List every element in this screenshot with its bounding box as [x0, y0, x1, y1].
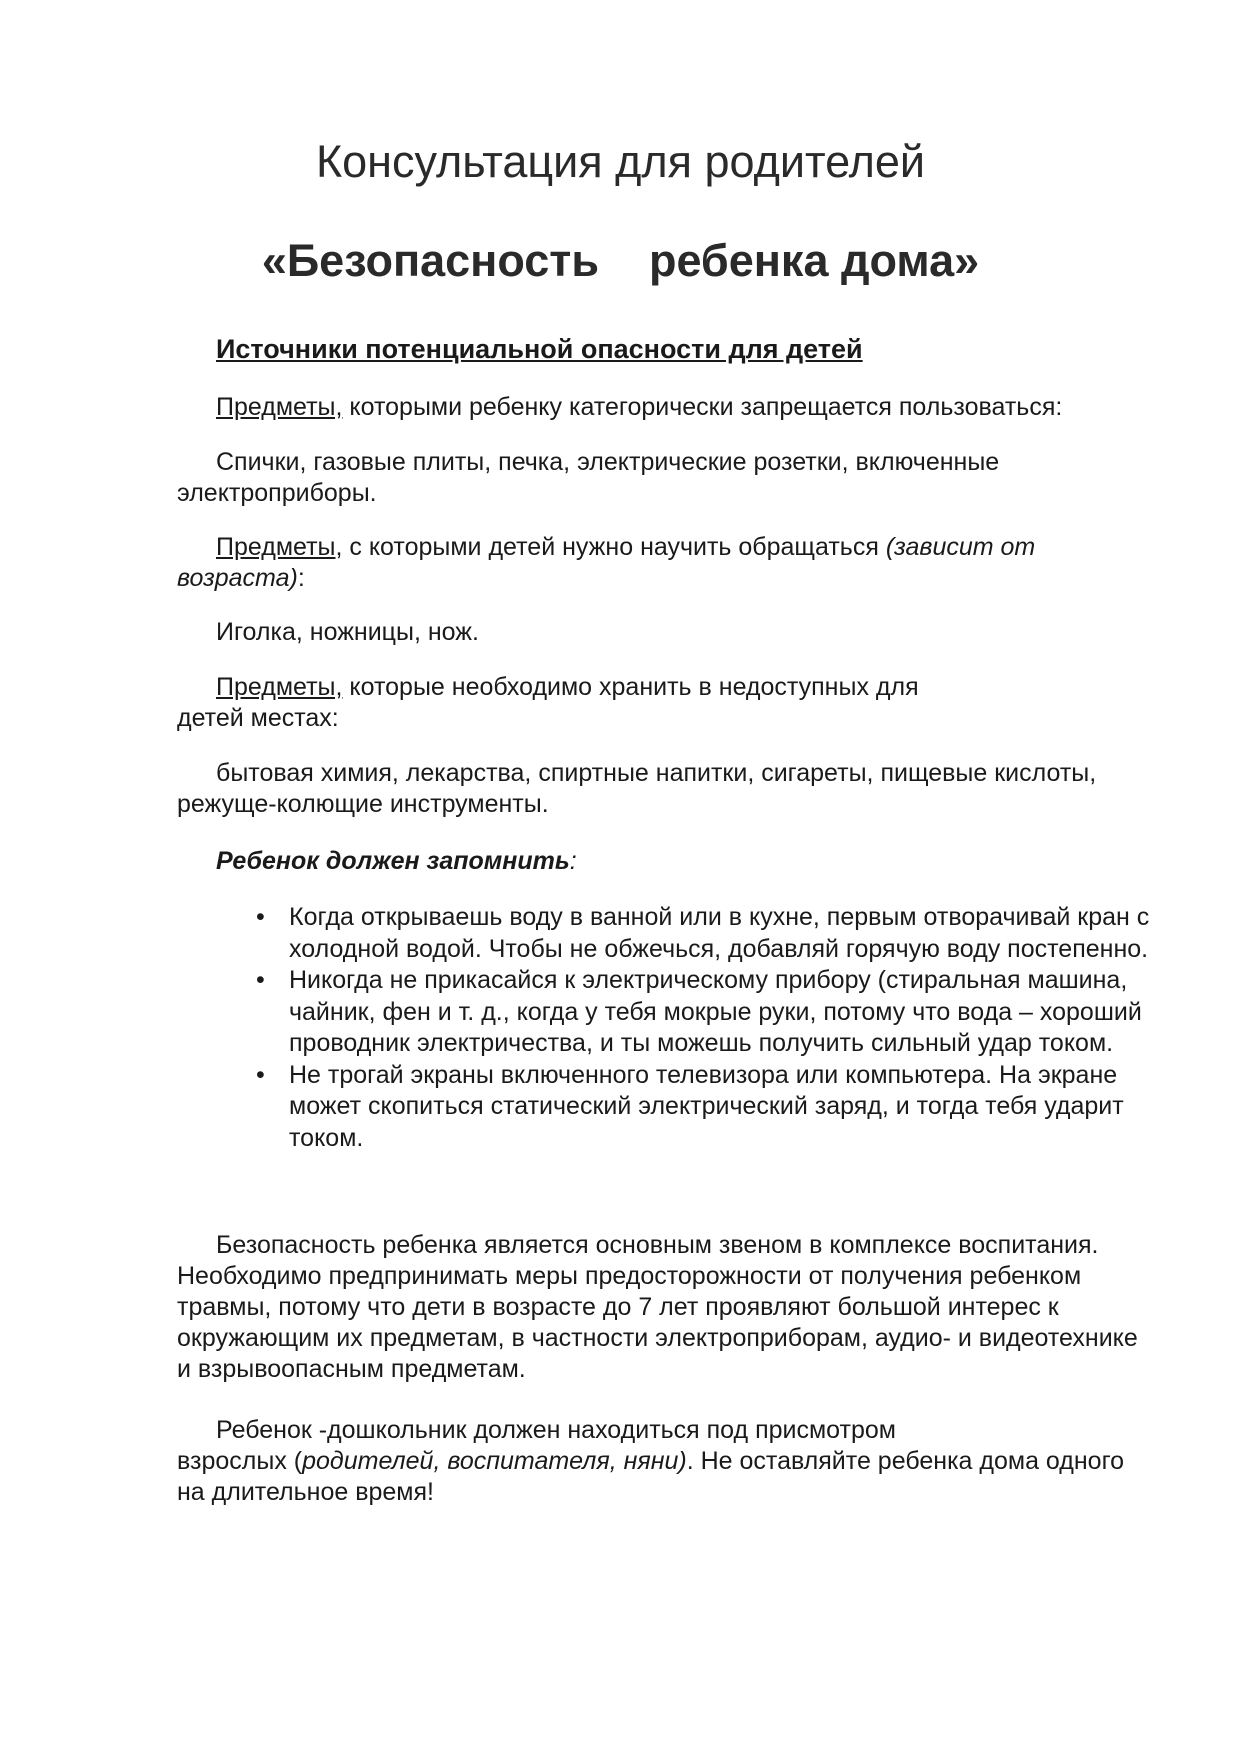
paragraph-colon: :: [297, 564, 305, 592]
rules-list: [256, 902, 1156, 1154]
section-heading: Источники потенциальной опасности для детей: [216, 334, 863, 364]
paragraph-text-2: взрослых (: [177, 1447, 303, 1475]
list-item: [256, 965, 1156, 1060]
document-title: Консультация для родителей: [315, 136, 926, 187]
paragraph-teach-list: Иголка, ножницы, нож.: [216, 618, 479, 646]
remember-heading: [216, 846, 577, 877]
age-note: (зависит от возраста): [177, 533, 1036, 592]
bullet-icon: •: [256, 1060, 265, 1089]
paragraph-forbidden-items: [177, 392, 1152, 423]
paragraph-supervision: [177, 1415, 1152, 1508]
paragraph-text: которыми ребенку категорически запрещается пользоваться:: [342, 393, 1063, 421]
list-item: [256, 902, 1156, 965]
remember-heading-text: Ребенок должен запомнить: [216, 847, 570, 875]
paragraph-text-line2: детей местах:: [177, 704, 339, 732]
items-lead: Предметы,: [216, 673, 343, 701]
list-item: [256, 1060, 1156, 1155]
list-item-text: Не трогай экраны включенного телевизора или компьютера. На экране может скопиться статический электрический заряд, и тогда тебя ударит током.: [289, 1060, 1124, 1152]
bullet-icon: •: [256, 966, 265, 994]
paragraph-text: , с которыми детей нужно научить обращаться: [335, 533, 886, 561]
caregivers-note: родителей, воспитателя, няни): [302, 1447, 687, 1475]
paragraph-safety-importance: Безопасность ребенка является основным звеном в комплексе воспитания. Необходимо предпринимать меры предосторожности от получения ребенком травмы, потому что дети в возрасте до 7 лет проявляют большой интерес к окружающим их предметам, в частности электроприборам, аудио- и видеотехнике и взрывоопасным предметам.: [177, 1231, 1138, 1383]
paragraph-teach-items: [177, 532, 1152, 594]
list-item-text: Никогда не прикасайся к электрическому прибору (стиральная машина, чайник, фен и т. д., когда у тебя мокрые руки, потому что вода – хороший проводник электричества, и ты можешь получить сильный удар током.: [289, 966, 1142, 1057]
list-item-text: Когда открываешь воду в ванной или в кухне, первым отворачивай кран с холодной водой. Чтобы не обжечься, добавляй горячую воду постепенно.: [289, 903, 1150, 963]
remember-colon: :: [569, 847, 577, 875]
bullet-icon: •: [256, 903, 265, 931]
document-subtitle: «Безопасность ребенка дома»: [261, 235, 980, 286]
paragraph-store-list: бытовая химия, лекарства, спиртные напитки, сигареты, пищевые кислоты, режуще-колющие инструменты.: [177, 759, 1097, 818]
paragraph-forbidden-list: Спички, газовые плиты, печка, электрические розетки, включенные электроприборы.: [177, 448, 1000, 507]
items-lead: Предметы,: [216, 393, 343, 421]
paragraph-text-3: . Не оставляйте ребенка дома одного на длительное время!: [177, 1447, 1125, 1506]
paragraph-store-items: [177, 672, 1152, 734]
paragraph-text: Ребенок -дошкольник должен находиться под присмотром: [216, 1416, 896, 1444]
paragraph-text: которые необходимо хранить в недоступных для: [342, 673, 919, 701]
items-lead: Предметы: [216, 533, 336, 561]
